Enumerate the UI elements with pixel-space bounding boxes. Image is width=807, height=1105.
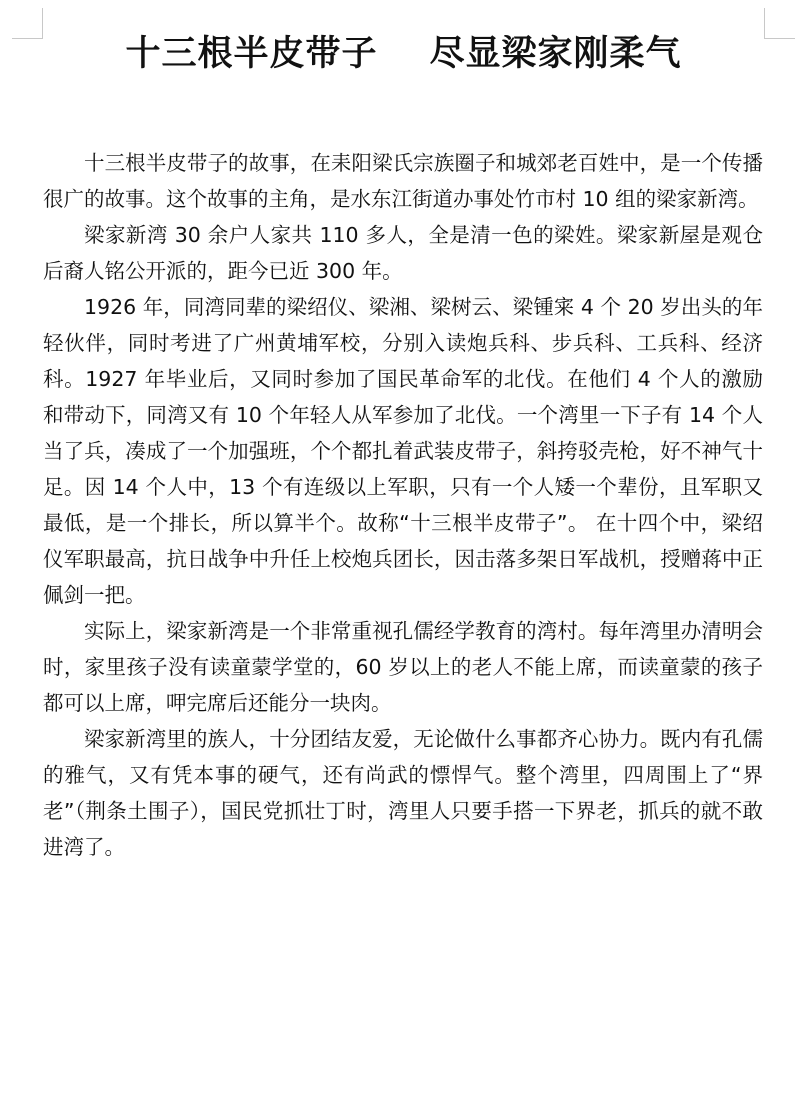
paragraph-5: 梁家新湾里的族人，十分团结友爱，无论做什么事都齐心协力。既内有孔儒的雅气，又有凭本事的硬气，还有尚武的慓悍气。整个湾里，四周围上了“界老”（荆条土围子），国民党抓壮丁时，湾里人只要手搭一下界老，抓兵的就不敢进湾了。 <box>43 727 763 859</box>
paragraph-4: 实际上，梁家新湾是一个非常重视孔儒经学教育的湾村。每年湾里办清明会时，家里孩子没有读童蒙学堂的，60 岁以上的老人不能上席，而读童蒙的孩子都可以上席，呷完席后还能分一块肉。 <box>43 619 763 715</box>
title-part-1: 十三根半皮带子 <box>125 33 378 74</box>
title-part-2: 尽显梁家刚柔气 <box>429 33 682 74</box>
document-title <box>0 30 807 78</box>
document-body <box>43 145 763 865</box>
paragraph-2: 梁家新湾 30 余户人家共 110 多人，全是清一色的梁姓。梁家新屋是观仓后裔人铭公开派的，距今已近 300 年。 <box>43 223 763 283</box>
paragraph-3: 1926 年，同湾同辈的梁绍仪、梁湘、梁树云、梁锺宷 4 个 20 岁出头的年轻伙伴，同时考进了广州黄埔军校，分别入读炮兵科、步兵科、工兵科、经济科。1927 年毕业后，又同时参加了国民革命军的北伐。在他们 4 个人的激励和带动下，同湾又有 10 个年轻人从军参加了北伐。一个湾里一下子有 14 个人当了兵，凑成了一个加强班，个个都扎着武装皮带子，斜挎驳壳枪，好不神气十足。因 14 个人中，13 个有连级以上军职，只有一个人矮一个辈份，且军职又最低，是一个排长，所以算半个。故称“十三根半皮带子”。 在十四个中，梁绍仪军职最高，抗日战争中升任上校炮兵团长，因击落多架日军战机，授赠蒋中正佩剑一把。 <box>43 295 763 607</box>
paragraph-1: 十三根半皮带子的故事，在耒阳梁氏宗族圈子和城郊老百姓中，是一个传播很广的故事。这个故事的主角，是水东江街道办事处竹市村 10 组的梁家新湾。 <box>43 151 763 211</box>
